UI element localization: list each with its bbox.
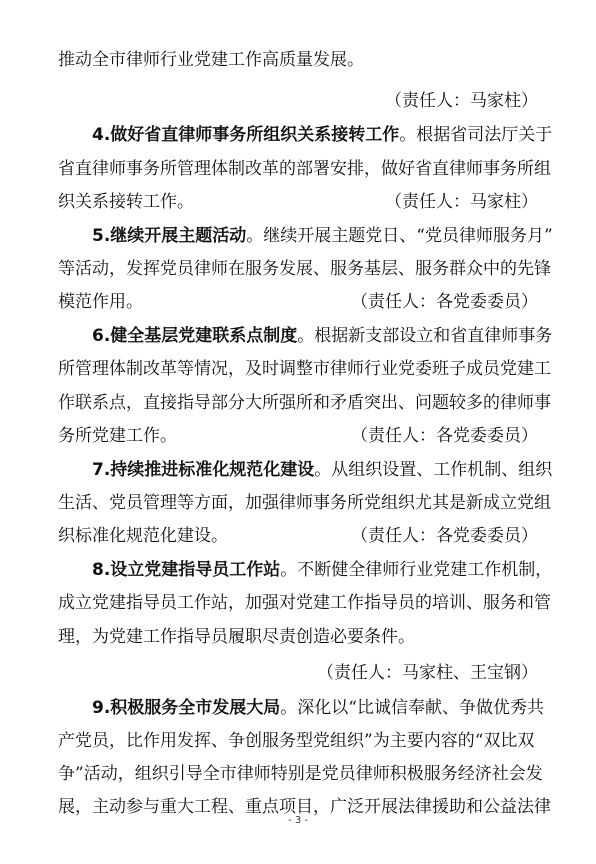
item-5-title: 5.继续开展主题活动	[92, 226, 247, 246]
item-6-first-line	[92, 325, 552, 347]
item-4-first-line	[92, 124, 552, 146]
item-9-line: 展，主动参与重大工程、重点项目，广泛开展法律援助和公益法律	[58, 797, 551, 817]
item-7-line: 织标准化规范化建设。	[58, 526, 228, 546]
item-7-first-line	[92, 459, 552, 481]
item-9-first-line	[92, 697, 544, 719]
item-5-text: 。继续开展主题党日、“党员律师服务月”	[246, 226, 553, 246]
item-5-line: 模范作用。	[58, 292, 143, 312]
item-4-line: 省直律师事务所管理体制改革的部署安排，做好省直律师事务所组	[58, 159, 551, 179]
responsible-person: （责任人：马家柱）	[385, 91, 538, 111]
item-6-title: 6.健全基层党建联系点制度	[92, 326, 298, 346]
item-6-text: 。根据新支部设立和省直律师事务	[297, 326, 553, 346]
item-4-title: 4.做好省直律师事务所组织关系接转工作	[92, 125, 400, 145]
item-9-line: 争”活动，组织引导全市律师特别是党员律师积极服务经济社会发	[58, 764, 543, 784]
responsible-person: （责任人：各党委委员）	[351, 292, 538, 312]
item-6-line: 作联系点，直接指导部分大所强所和矛盾突出、问题较多的律师事	[58, 393, 551, 413]
responsible-person: （责任人：各党委委员）	[351, 526, 538, 546]
item-5-line: 等活动，发挥党员律师在服务发展、服务基层、服务群众中的先锋	[58, 259, 551, 279]
item-5-first-line	[92, 225, 553, 247]
item-6-line: 务所党建工作。	[58, 426, 177, 446]
item-7-line: 生活、党员管理等方面，加强律师事务所党组织尤其是新成立党组	[58, 493, 551, 513]
item-8-text: 。不断健全律师行业党建工作机制，	[280, 560, 553, 580]
item-9-line: 产党员，比作用发挥、争创服务型党组织”为主要内容的“双比双	[58, 731, 535, 751]
responsible-person: （责任人：马家柱、王宝钢）	[317, 663, 538, 683]
item-8-line: 成立党建指导员工作站，加强对党建工作指导员的培训、服务和管	[58, 593, 551, 613]
paragraph-continuation: 推动全市律师行业党建工作高质量发展。	[58, 50, 364, 70]
item-7-text: 。从组织设置、工作机制、组织	[314, 460, 553, 480]
responsible-person: （责任人：马家柱）	[385, 192, 538, 212]
item-8-first-line	[92, 559, 552, 581]
page-number: - 3 -	[288, 815, 308, 826]
item-7-title: 7.持续推进标准化规范化建设	[92, 460, 315, 480]
item-6-line: 所管理体制改革等情况，及时调整市律师行业党委班子成员党建工	[58, 359, 551, 379]
responsible-person: （责任人：各党委委员）	[351, 426, 538, 446]
item-8-title: 8.设立党建指导员工作站	[92, 560, 281, 580]
item-4-text: 。根据省司法厅关于	[399, 125, 553, 145]
item-4-line: 织关系接转工作。	[58, 192, 194, 212]
item-9-title: 9.积极服务全市发展大局	[92, 698, 281, 718]
item-9-text: 。深化以“比诚信奉献、争做优秀共	[280, 698, 544, 718]
item-8-line: 理，为党建工作指导员履职尽责创造必要条件。	[58, 627, 415, 647]
